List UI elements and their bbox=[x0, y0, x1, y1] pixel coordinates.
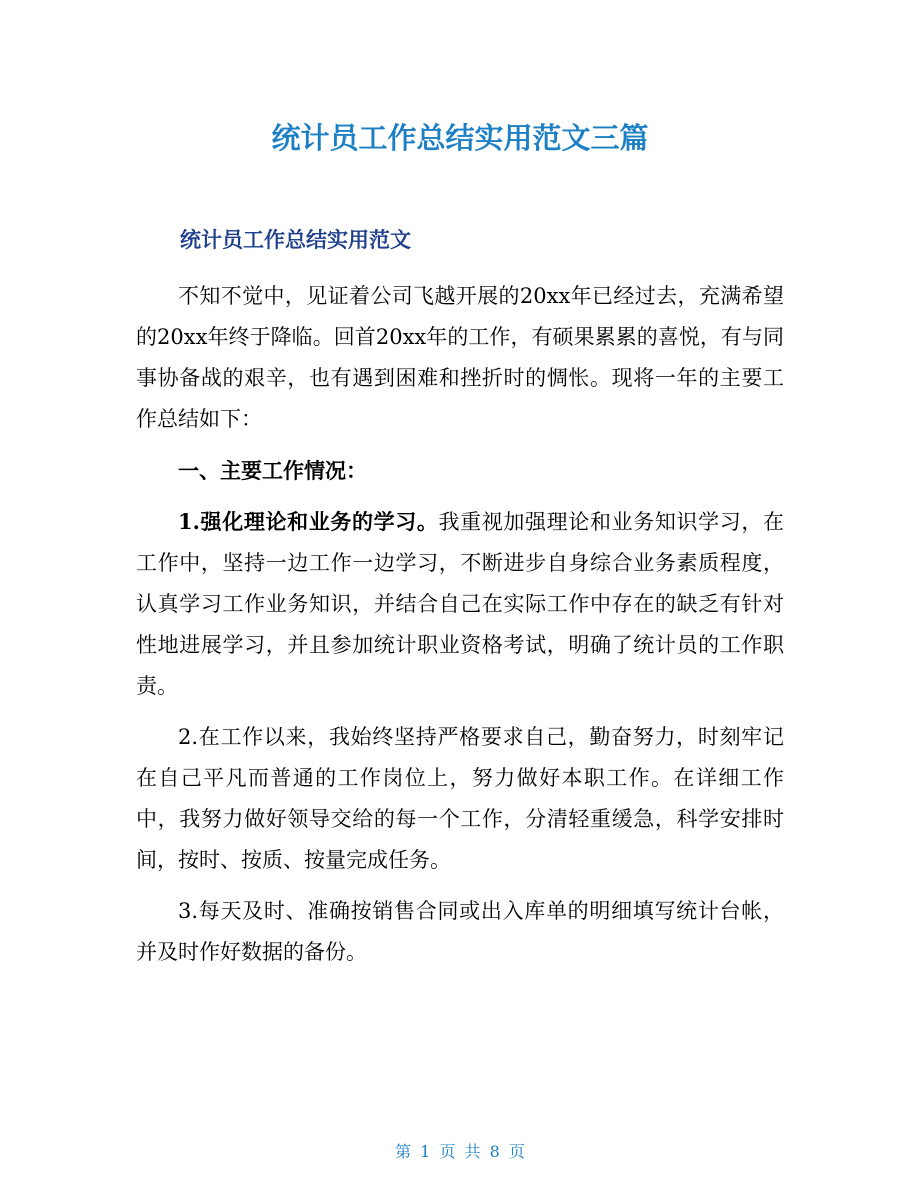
item-1-lead: 1.强化理论和业务的学习。 bbox=[178, 509, 439, 534]
document-title: 统计员工作总结实用范文三篇 bbox=[271, 121, 649, 155]
intro-paragraph: 不知不觉中，见证着公司飞越开展的20xx年已经过去，充满希望的20xx年终于降临。回首20xx年的工作，有硕果累累的喜悦，有与同事协备战的艰辛，也有遇到困难和挫折时的惆怅。现将一年的主要工作总结如下： bbox=[136, 284, 784, 431]
item-1-paragraph bbox=[136, 501, 784, 707]
page-number-footer: 第 1 页 共 8 页 bbox=[395, 1142, 525, 1161]
item-3-paragraph: 3.每天及时、准确按销售合同或出入库单的明细填写统计台帐，并及时作好数据的备份。 bbox=[136, 899, 784, 964]
item-2-paragraph: 2.在工作以来，我始终坚持严格要求自己，勤奋努力，时刻牢记在自己平凡而普通的工作岗位上，努力做好本职工作。在详细工作中，我努力做好领导交给的每一个工作，分清轻重缓急，科学安排时间，按时、按质、按量完成任务。 bbox=[136, 725, 784, 872]
document-body bbox=[136, 276, 784, 983]
item-1-body: 我重视加强理论和业务知识学习，在工作中，坚持一边工作一边学习，不断进步自身综合业务素质程度，认真学习工作业务知识，并结合自己在实际工作中存在的缺乏有针对性地进展学习，并且参加统计职业资格考试，明确了统计员的工作职责。 bbox=[136, 510, 785, 698]
section-heading: 统计员工作总结实用范文 bbox=[180, 228, 411, 252]
main-work-heading: 一、主要工作情况： bbox=[178, 458, 367, 483]
